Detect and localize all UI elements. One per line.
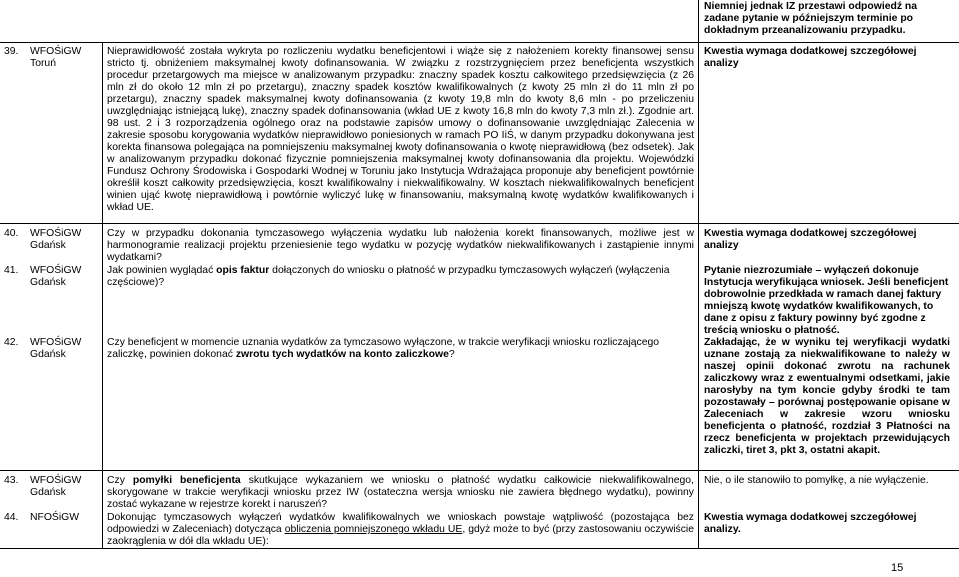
row-number: 44.	[4, 512, 19, 523]
row-question	[107, 337, 694, 361]
table-top-border	[0, 42, 959, 43]
row-question	[107, 475, 694, 511]
question-text: Jak powinien wyglądać	[107, 265, 217, 276]
row-number: 42.	[4, 337, 19, 348]
row-institution: WFOŚiGW	[30, 228, 82, 239]
row-answer: Kwestia wymaga dodatkowej szczegółowej analizy	[704, 46, 917, 69]
row-institution: WFOŚiGW	[30, 265, 82, 276]
row-number: 40.	[4, 228, 19, 239]
row-institution: NFOŚiGW	[30, 512, 80, 523]
row-question: Czy w przypadku dokonania tymczasowego wyłączenia wydatku lub nałożenia korekt finansowanych, możliwe jest w harmonogramie realizacji projektu przeniesienie tego wydatku w pozycję wydatków niekwalifikowanych i zastąpienie innymi wydatkami?	[107, 228, 694, 263]
row-institution: WFOŚiGW	[30, 337, 82, 348]
row-question: Nieprawidłowość została wykryta po rozliczeniu wydatku beneficjentowi i wiąże się z nałożeniem korekty finansowej sensu stricto tj. obniżeniem maksymalnej kwoty dofinansowania. W związku z rozstrzygnięciem przez beneficjenta wszystkich procedur przetargowych ma miejsce w analizowanym przypadku: znaczny spadek kosztu całkowitego przedsięwzięcia (z 26 mln zł do około 12 mln zł po przetargu), znaczny spadek kosztów kwalifikowalnych (z kwoty 25 mln zł do 11 mln zł po przetargu), znaczny spadek maksymalnej kwoty dofinansowania (z kwoty 19,8 mln do kwoty 8,6 mln - po przeliczeniu uwzględniając istniejącą lukę), znaczny spadek dofinansowania (wkład UE z kwoty 16,8 mln do kwoty 7,3 mln zł.). Zgodnie art. 98 ust. 2 i 3 rozporządzenia ogólnego oraz na podstawie zapisów umowy o dofinansowanie uwzględniając Zalecenia w zakresie sposobu korygowania wydatków nieprawidłowo poniesionych w ramach PO IiŚ, w danym przypadku dokonywana jest korekta finansowa polegająca na pomniejszeniu maksymalnej kwoty dofinansowania o kwotę nieprawidłową (bez odsetek). Jak w analizowanym przypadku dokonać fizycznie pomniejszenia maksymalnej kwoty dofinansowania dla projektu. Wojewódzki Fundusz Ochrony Środowiska i Gospodarki Wodnej w Toruniu jako Instytucja Wdrażająca proponuje aby beneficjent powtórnie określił koszt całkowity przedsięwzięcia, koszt kwalifikowalny i niekwalifikowalny. W kosztach niekwalifikowalnych beneficjent winien ująć kwotę nieprawidłową i powtórnie wyliczyć lukę w finansowaniu, maksymalną kwotę wydatków kwalifikowanych i wkład UE.	[107, 46, 694, 213]
row-institution-city: Gdańsk	[30, 240, 66, 251]
question-text: skutkujące wykazaniem we wniosku o płatność wydatku całkowicie niekwalifikowalnego, skorygowane w trakcie weryfikacji wniosku przez IW (ostateczna wersja wniosku nie zawiera błędnego wydatku), powinny zostać wykazane w rejestrze korekt i naruszeń?	[107, 475, 694, 510]
col-divider-1	[102, 42, 103, 548]
question-text: dołączonych do wniosku o płatność w przypadku tymczasowych wyłączeń (wyłączenia częściowe)?	[107, 265, 670, 288]
row-answer: Nie, o ile stanowiło to pomyłkę, a nie wyłączenie.	[704, 475, 929, 486]
question-text: Dokonując tymczasowych wyłączeń wydatków kwalifikowalnych we wnioskach powstaje wątpliwość (pozostająca bez odpowiedzi w Zaleceniach) dotycząca	[107, 512, 694, 535]
table-bottom-border	[0, 548, 959, 549]
row-number: 41.	[4, 265, 19, 276]
row-divider-43	[0, 470, 959, 471]
question-text: , gdyż może to być (przy zastosowaniu oczywiście zaokrąglenia w dół dla wkładu UE):	[107, 524, 694, 547]
row-divider-40	[0, 223, 959, 224]
row-institution: WFOŚiGW	[30, 46, 82, 57]
row-answer: Kwestia wymaga dodatkowej szczegółowej analizy.	[704, 512, 917, 535]
question-text: Czy	[107, 475, 133, 486]
question-text: ?	[448, 349, 455, 360]
row-number: 43.	[4, 475, 19, 486]
row-answer: Pytanie niezrozumiałe – wyłączeń dokonuje Instytucja weryfikująca wniosek. Jeśli beneficjent dobrowolnie przedkłada w ramach danej faktury mniejszą kwotę wydatków kwalifikowanych, to dane z opisu z faktury powinny być zgodne z treścią wniosku o płatność.	[704, 265, 949, 336]
row-question	[107, 512, 694, 548]
row-answer: Kwestia wymaga dodatkowej szczegółowej analizy	[704, 228, 917, 251]
question-underlined: obliczenia pomniejszonego wkładu UE	[284, 524, 463, 535]
page-number: 15	[891, 562, 904, 574]
row-answer: Zakładając, że w wyniku tej weryfikacji wydatki uznane zostają za niekwalifikowane to należy w naszej opinii dokonać zwrotu na rachunek zaliczkowy wraz z ewentualnymi odsetkami, jakie narosłyby na tym koncie gdyby środki te tam pozostawały – porównaj postępowanie opisane w Zaleceniach w zakresie wzoru wniosku beneficjenta o płatność, rozdział 3 Płatności na rzecz beneficjenta w projektach przewidujących zaliczki, tiret 3, pkt 3, ostatni akapit.	[704, 337, 950, 456]
header-answer-note: Niemniej jednak IZ przestawi odpowiedź na zadane pytanie w późniejszym terminie po dokładnym przeanalizowaniu przypadku.	[704, 1, 918, 36]
row-institution: WFOŚiGW	[30, 475, 82, 486]
row-institution-city: Gdańsk	[30, 277, 66, 288]
row-institution-city: Gdańsk	[30, 349, 66, 360]
question-emphasis: pomyłki beneficjenta	[132, 475, 241, 486]
col-divider-2	[698, 0, 699, 548]
row-number: 39.	[4, 46, 19, 57]
row-institution-city: Toruń	[30, 58, 56, 69]
question-emphasis: opis faktur	[216, 265, 270, 276]
row-question	[107, 265, 694, 289]
question-text: Czy beneficjent w momencie uznania wydatków za tymczasowo wyłączone, w trakcie weryfikacji wniosku rozliczającego zaliczkę, powinien dokonać	[107, 337, 660, 360]
question-emphasis: zwrotu tych wydatków na konto zaliczkowe	[235, 349, 449, 360]
row-institution-city: Gdańsk	[30, 487, 66, 498]
